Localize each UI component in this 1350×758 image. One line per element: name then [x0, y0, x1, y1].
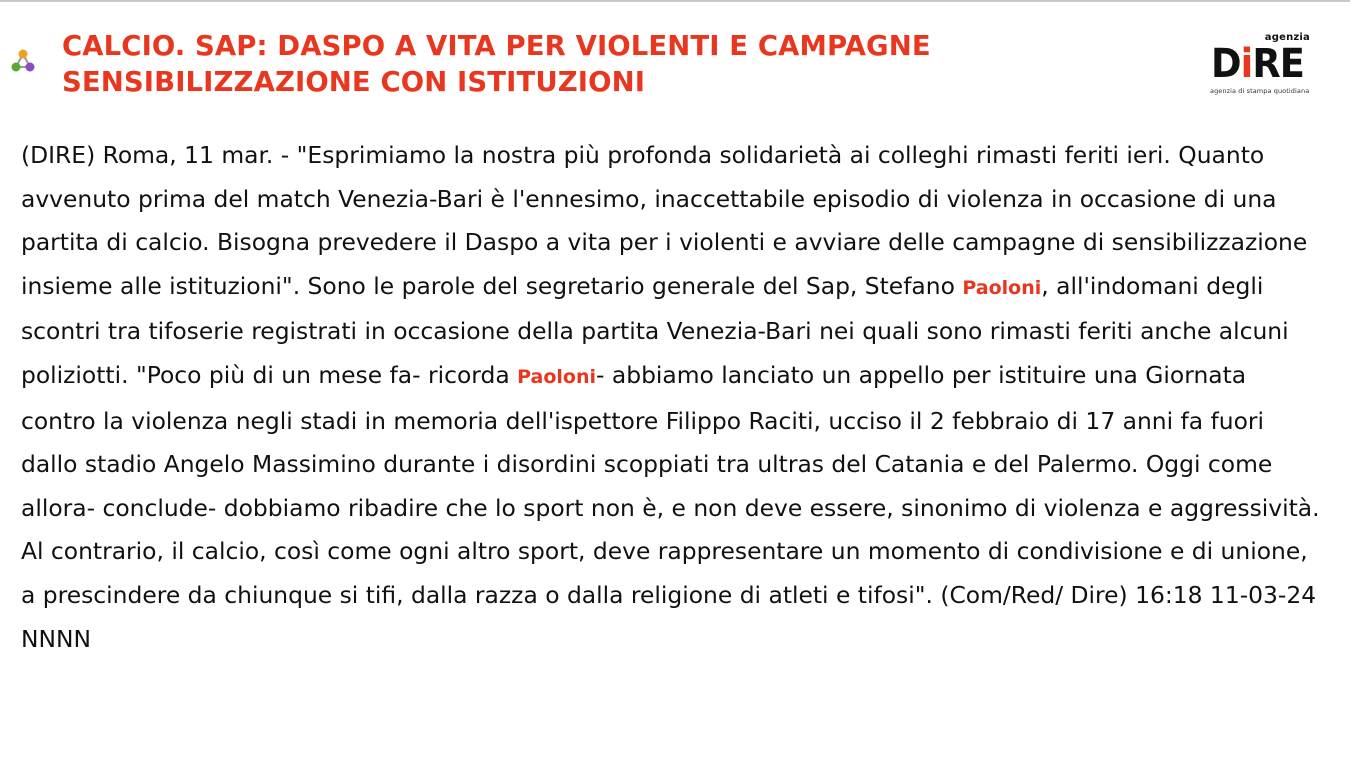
article-text-part-1: (DIRE) Roma, 11 mar. - "Esprimiamo la nostra più profonda solidarietà ai colleghi rimasti feriti ieri. Quanto avvenuto prima del match Venezia-Bari è l'ennesimo, inaccettabile episodio di violenza in occasione di una partita di calcio. Bisogna prevedere il Daspo a vita per i violenti e avviare delle campagne di sensibilizzazione insieme alle istituzioni". Sono le parole del segretario generale del Sap, Stefano: [21, 141, 1308, 300]
article-header: [0, 28, 1350, 108]
highlighted-name[interactable]: Paoloni: [962, 276, 1042, 299]
logo-letter-d: D: [1211, 41, 1241, 87]
article-text-part-3: - abbiamo lanciato un appello per istituire una Giornata contro la violenza negli stadi in memoria dell'ispettore Filippo Raciti, ucciso il 2 febbraio di 17 anni fa fuori dallo stadio Angelo Massimino durante i disordini scoppiati tra ultras del Catania e del Palermo. Oggi come allora- conclude- dobbiamo ribadire che lo sport non è, e non deve essere, sinonimo di violenza e aggressività. Al contrario, il calcio, così come ogni altro sport, deve rappresentare un momento di condivisione e di unione, a prescindere da chiunque si tifi, dalla razza o dalla religione di atleti e tifosi". (Com/Red/ Dire) 16:18 11-03-24 NNNN: [21, 360, 1320, 653]
share-network-icon[interactable]: [10, 48, 36, 74]
dire-logo: [1208, 32, 1312, 100]
highlighted-name[interactable]: Paoloni: [517, 365, 597, 388]
article-headline: CALCIO. SAP: DASPO A VITA PER VIOLENTI E CAMPAGNE SENSIBILIZZAZIONE CON ISTITUZIONI: [62, 30, 931, 98]
article-body: [21, 134, 1327, 661]
logo-agenzia-text: agenzia: [1264, 32, 1310, 43]
top-divider: [0, 0, 1350, 2]
logo-wordmark: [1211, 41, 1304, 87]
logo-letter-i: i: [1240, 41, 1253, 87]
logo-subtitle: agenzia di stampa quotidiana: [1210, 87, 1310, 95]
logo-letters-re: RE: [1252, 41, 1304, 87]
article-text-part-2: , all'indomani degli scontri tra tifoserie registrati in occasione della partita Venezia-Bari nei quali sono rimasti feriti anche alcuni poliziotti. "Poco più di un mese fa- ricorda: [21, 271, 1289, 389]
